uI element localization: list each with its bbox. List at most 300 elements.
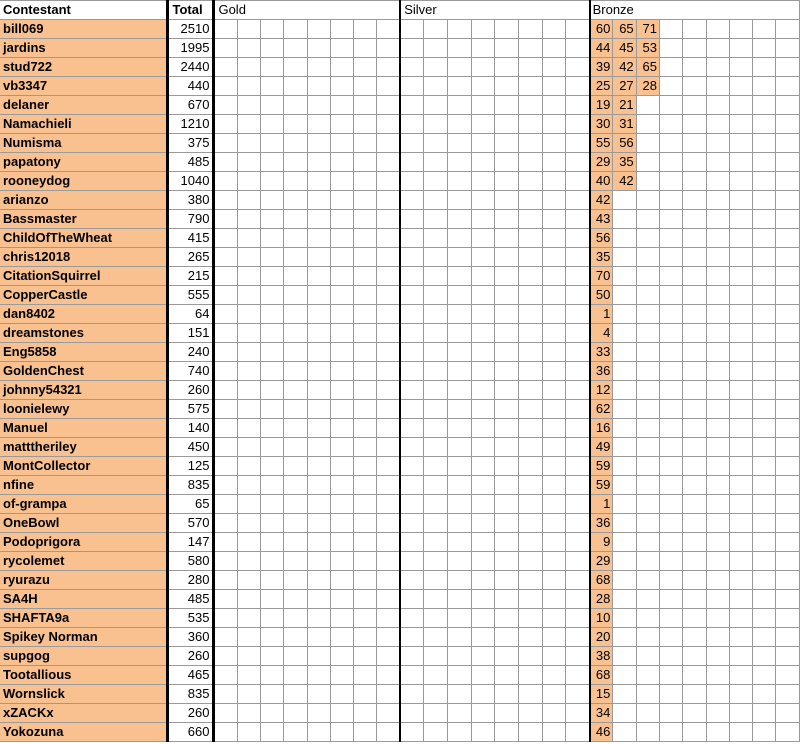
gold-cell[interactable]: [214, 533, 237, 552]
contestant-name-cell[interactable]: bill069: [0, 20, 168, 39]
gold-cell[interactable]: [330, 191, 353, 210]
gold-cell[interactable]: [214, 723, 237, 742]
gold-cell[interactable]: [307, 609, 330, 628]
silver-cell[interactable]: [519, 362, 543, 381]
bronze-cell[interactable]: [706, 248, 729, 267]
bronze-cell[interactable]: 42: [590, 191, 613, 210]
gold-cell[interactable]: [354, 324, 377, 343]
bronze-cell[interactable]: [729, 362, 752, 381]
gold-cell[interactable]: [214, 647, 237, 666]
bronze-cell[interactable]: [729, 552, 752, 571]
bronze-cell[interactable]: [776, 609, 800, 628]
gold-cell[interactable]: [354, 666, 377, 685]
gold-cell[interactable]: [237, 58, 260, 77]
gold-cell[interactable]: [237, 571, 260, 590]
bronze-cell[interactable]: 46: [590, 723, 613, 742]
silver-cell[interactable]: [566, 438, 590, 457]
bronze-cell[interactable]: [776, 514, 800, 533]
gold-cell[interactable]: [330, 20, 353, 39]
gold-cell[interactable]: [284, 210, 307, 229]
bronze-cell[interactable]: [706, 685, 729, 704]
silver-cell[interactable]: [566, 134, 590, 153]
gold-cell[interactable]: [284, 590, 307, 609]
silver-cell[interactable]: [495, 58, 519, 77]
silver-cell[interactable]: [566, 172, 590, 191]
bronze-cell[interactable]: [753, 96, 776, 115]
silver-cell[interactable]: [542, 305, 566, 324]
silver-cell[interactable]: [471, 96, 495, 115]
bronze-cell[interactable]: 71: [636, 20, 659, 39]
bronze-cell[interactable]: [753, 609, 776, 628]
bronze-cell[interactable]: 27: [613, 77, 636, 96]
silver-cell[interactable]: [542, 438, 566, 457]
gold-cell[interactable]: [377, 58, 400, 77]
bronze-cell[interactable]: [683, 628, 706, 647]
bronze-cell[interactable]: [753, 324, 776, 343]
silver-cell[interactable]: [424, 134, 448, 153]
gold-cell[interactable]: [354, 153, 377, 172]
gold-cell[interactable]: [284, 457, 307, 476]
bronze-cell[interactable]: [659, 419, 682, 438]
bronze-cell[interactable]: [683, 514, 706, 533]
bronze-cell[interactable]: [659, 324, 682, 343]
silver-cell[interactable]: [495, 495, 519, 514]
gold-cell[interactable]: [330, 419, 353, 438]
bronze-cell[interactable]: [729, 153, 752, 172]
silver-cell[interactable]: [424, 39, 448, 58]
bronze-cell[interactable]: [659, 552, 682, 571]
bronze-cell[interactable]: [729, 438, 752, 457]
silver-cell[interactable]: [400, 115, 424, 134]
gold-cell[interactable]: [330, 457, 353, 476]
gold-cell[interactable]: [330, 362, 353, 381]
silver-cell[interactable]: [495, 115, 519, 134]
silver-cell[interactable]: [542, 419, 566, 438]
gold-cell[interactable]: [261, 723, 284, 742]
bronze-cell[interactable]: [776, 39, 800, 58]
gold-cell[interactable]: [307, 58, 330, 77]
bronze-cell[interactable]: [659, 286, 682, 305]
gold-cell[interactable]: [284, 685, 307, 704]
bronze-cell[interactable]: [729, 571, 752, 590]
bronze-cell[interactable]: [636, 590, 659, 609]
silver-cell[interactable]: [495, 704, 519, 723]
silver-cell[interactable]: [495, 685, 519, 704]
silver-cell[interactable]: [542, 267, 566, 286]
bronze-cell[interactable]: [729, 685, 752, 704]
bronze-cell[interactable]: [659, 343, 682, 362]
bronze-cell[interactable]: 50: [590, 286, 613, 305]
gold-cell[interactable]: [377, 533, 400, 552]
silver-cell[interactable]: [495, 419, 519, 438]
silver-cell[interactable]: [566, 628, 590, 647]
total-cell[interactable]: 575: [168, 400, 214, 419]
gold-cell[interactable]: [284, 628, 307, 647]
bronze-cell[interactable]: [636, 457, 659, 476]
bronze-cell[interactable]: [659, 20, 682, 39]
bronze-cell[interactable]: [613, 381, 636, 400]
bronze-cell[interactable]: [729, 400, 752, 419]
silver-cell[interactable]: [566, 400, 590, 419]
bronze-cell[interactable]: [729, 305, 752, 324]
bronze-cell[interactable]: [753, 39, 776, 58]
bronze-cell[interactable]: [776, 191, 800, 210]
gold-cell[interactable]: [284, 248, 307, 267]
gold-cell[interactable]: [377, 571, 400, 590]
gold-cell[interactable]: [237, 20, 260, 39]
gold-cell[interactable]: [261, 362, 284, 381]
silver-cell[interactable]: [424, 229, 448, 248]
silver-cell[interactable]: [424, 191, 448, 210]
silver-cell[interactable]: [400, 533, 424, 552]
bronze-cell[interactable]: [659, 77, 682, 96]
gold-cell[interactable]: [237, 267, 260, 286]
gold-cell[interactable]: [307, 666, 330, 685]
silver-cell[interactable]: [424, 533, 448, 552]
contestant-name-cell[interactable]: CitationSquirrel: [0, 267, 168, 286]
gold-cell[interactable]: [284, 305, 307, 324]
gold-cell[interactable]: [284, 476, 307, 495]
gold-cell[interactable]: [261, 191, 284, 210]
silver-cell[interactable]: [519, 39, 543, 58]
gold-cell[interactable]: [330, 210, 353, 229]
gold-cell[interactable]: [237, 172, 260, 191]
silver-cell[interactable]: [448, 20, 472, 39]
silver-cell[interactable]: [448, 39, 472, 58]
bronze-cell[interactable]: [659, 647, 682, 666]
silver-cell[interactable]: [542, 685, 566, 704]
gold-cell[interactable]: [261, 172, 284, 191]
bronze-cell[interactable]: [729, 58, 752, 77]
contestant-name-cell[interactable]: OneBowl: [0, 514, 168, 533]
gold-cell[interactable]: [261, 628, 284, 647]
silver-cell[interactable]: [448, 324, 472, 343]
silver-cell[interactable]: [566, 286, 590, 305]
silver-cell[interactable]: [519, 381, 543, 400]
bronze-cell[interactable]: 42: [613, 172, 636, 191]
silver-cell[interactable]: [542, 115, 566, 134]
silver-cell[interactable]: [448, 134, 472, 153]
silver-cell[interactable]: [519, 419, 543, 438]
silver-cell[interactable]: [424, 419, 448, 438]
silver-cell[interactable]: [424, 590, 448, 609]
gold-cell[interactable]: [261, 115, 284, 134]
bronze-cell[interactable]: [729, 286, 752, 305]
bronze-cell[interactable]: [706, 419, 729, 438]
bronze-cell[interactable]: [636, 267, 659, 286]
silver-cell[interactable]: [400, 248, 424, 267]
silver-cell[interactable]: [448, 666, 472, 685]
gold-cell[interactable]: [214, 191, 237, 210]
gold-cell[interactable]: [237, 248, 260, 267]
bronze-cell[interactable]: [683, 267, 706, 286]
gold-cell[interactable]: [330, 400, 353, 419]
gold-cell[interactable]: [214, 590, 237, 609]
total-cell[interactable]: 465: [168, 666, 214, 685]
gold-cell[interactable]: [307, 647, 330, 666]
silver-cell[interactable]: [495, 305, 519, 324]
silver-cell[interactable]: [566, 533, 590, 552]
gold-cell[interactable]: [377, 723, 400, 742]
bronze-cell[interactable]: [613, 438, 636, 457]
gold-cell[interactable]: [237, 305, 260, 324]
contestant-name-cell[interactable]: SA4H: [0, 590, 168, 609]
bronze-cell[interactable]: [659, 533, 682, 552]
total-cell[interactable]: 147: [168, 533, 214, 552]
bronze-cell[interactable]: [729, 647, 752, 666]
silver-cell[interactable]: [400, 476, 424, 495]
gold-cell[interactable]: [330, 286, 353, 305]
gold-cell[interactable]: [354, 400, 377, 419]
bronze-cell[interactable]: [613, 286, 636, 305]
silver-cell[interactable]: [400, 20, 424, 39]
bronze-cell[interactable]: [776, 457, 800, 476]
gold-cell[interactable]: [214, 77, 237, 96]
bronze-cell[interactable]: [706, 514, 729, 533]
bronze-cell[interactable]: [636, 324, 659, 343]
contestant-name-cell[interactable]: dan8402: [0, 305, 168, 324]
silver-cell[interactable]: [519, 628, 543, 647]
silver-cell[interactable]: [566, 20, 590, 39]
silver-cell[interactable]: [542, 362, 566, 381]
bronze-cell[interactable]: [753, 571, 776, 590]
bronze-cell[interactable]: [706, 571, 729, 590]
silver-cell[interactable]: [495, 457, 519, 476]
bronze-cell[interactable]: [613, 476, 636, 495]
gold-cell[interactable]: [330, 381, 353, 400]
gold-cell[interactable]: [214, 685, 237, 704]
gold-cell[interactable]: [377, 400, 400, 419]
silver-cell[interactable]: [519, 96, 543, 115]
gold-cell[interactable]: [307, 381, 330, 400]
bronze-cell[interactable]: [776, 305, 800, 324]
bronze-cell[interactable]: [659, 438, 682, 457]
bronze-cell[interactable]: [613, 685, 636, 704]
bronze-cell[interactable]: [683, 153, 706, 172]
gold-cell[interactable]: [284, 267, 307, 286]
bronze-cell[interactable]: [753, 58, 776, 77]
gold-cell[interactable]: [377, 324, 400, 343]
gold-cell[interactable]: [377, 685, 400, 704]
gold-cell[interactable]: [214, 58, 237, 77]
gold-cell[interactable]: [284, 96, 307, 115]
silver-cell[interactable]: [519, 495, 543, 514]
bronze-cell[interactable]: [613, 400, 636, 419]
gold-cell[interactable]: [237, 609, 260, 628]
silver-cell[interactable]: [495, 476, 519, 495]
silver-cell[interactable]: [542, 628, 566, 647]
contestant-name-cell[interactable]: Manuel: [0, 419, 168, 438]
gold-cell[interactable]: [284, 153, 307, 172]
gold-cell[interactable]: [354, 609, 377, 628]
bronze-cell[interactable]: [776, 381, 800, 400]
bronze-cell[interactable]: [613, 267, 636, 286]
bronze-cell[interactable]: [659, 476, 682, 495]
total-cell[interactable]: 260: [168, 381, 214, 400]
bronze-cell[interactable]: 56: [590, 229, 613, 248]
silver-cell[interactable]: [471, 343, 495, 362]
silver-cell[interactable]: [448, 343, 472, 362]
total-cell[interactable]: 380: [168, 191, 214, 210]
gold-cell[interactable]: [307, 438, 330, 457]
gold-cell[interactable]: [307, 96, 330, 115]
bronze-cell[interactable]: [776, 229, 800, 248]
gold-cell[interactable]: [354, 704, 377, 723]
bronze-cell[interactable]: [636, 191, 659, 210]
gold-cell[interactable]: [284, 514, 307, 533]
silver-cell[interactable]: [448, 248, 472, 267]
silver-cell[interactable]: [471, 286, 495, 305]
bronze-cell[interactable]: [636, 666, 659, 685]
total-cell[interactable]: 1210: [168, 115, 214, 134]
silver-cell[interactable]: [424, 571, 448, 590]
gold-cell[interactable]: [237, 552, 260, 571]
silver-cell[interactable]: [471, 723, 495, 742]
gold-cell[interactable]: [330, 723, 353, 742]
silver-cell[interactable]: [519, 115, 543, 134]
gold-cell[interactable]: [261, 286, 284, 305]
bronze-cell[interactable]: [659, 590, 682, 609]
gold-cell[interactable]: [237, 495, 260, 514]
gold-cell[interactable]: [261, 533, 284, 552]
gold-cell[interactable]: [307, 571, 330, 590]
bronze-cell[interactable]: [613, 362, 636, 381]
gold-cell[interactable]: [284, 39, 307, 58]
total-cell[interactable]: 64: [168, 305, 214, 324]
gold-cell[interactable]: [377, 495, 400, 514]
silver-cell[interactable]: [400, 134, 424, 153]
silver-cell[interactable]: [471, 628, 495, 647]
gold-cell[interactable]: [354, 628, 377, 647]
silver-cell[interactable]: [448, 58, 472, 77]
bronze-cell[interactable]: [753, 381, 776, 400]
bronze-cell[interactable]: [636, 96, 659, 115]
silver-cell[interactable]: [542, 172, 566, 191]
silver-cell[interactable]: [566, 514, 590, 533]
gold-cell[interactable]: [377, 134, 400, 153]
contestant-name-cell[interactable]: rooneydog: [0, 172, 168, 191]
contestant-name-cell[interactable]: ryurazu: [0, 571, 168, 590]
bronze-cell[interactable]: [636, 723, 659, 742]
silver-cell[interactable]: [566, 666, 590, 685]
silver-cell[interactable]: [448, 115, 472, 134]
silver-cell[interactable]: [400, 343, 424, 362]
silver-cell[interactable]: [542, 495, 566, 514]
silver-cell[interactable]: [448, 96, 472, 115]
silver-cell[interactable]: [566, 324, 590, 343]
gold-cell[interactable]: [237, 400, 260, 419]
gold-cell[interactable]: [330, 96, 353, 115]
gold-cell[interactable]: [330, 438, 353, 457]
gold-cell[interactable]: [330, 552, 353, 571]
silver-cell[interactable]: [471, 666, 495, 685]
bronze-cell[interactable]: [706, 381, 729, 400]
silver-cell[interactable]: [566, 58, 590, 77]
bronze-cell[interactable]: 44: [590, 39, 613, 58]
silver-cell[interactable]: [471, 324, 495, 343]
gold-cell[interactable]: [330, 172, 353, 191]
silver-cell[interactable]: [542, 343, 566, 362]
bronze-cell[interactable]: [776, 438, 800, 457]
silver-cell[interactable]: [471, 305, 495, 324]
silver-cell[interactable]: [519, 210, 543, 229]
silver-cell[interactable]: [400, 590, 424, 609]
silver-cell[interactable]: [542, 704, 566, 723]
total-cell[interactable]: 280: [168, 571, 214, 590]
bronze-cell[interactable]: [776, 571, 800, 590]
contestant-name-cell[interactable]: loonielewy: [0, 400, 168, 419]
bronze-cell[interactable]: [659, 191, 682, 210]
gold-cell[interactable]: [214, 381, 237, 400]
bronze-cell[interactable]: [659, 685, 682, 704]
silver-cell[interactable]: [471, 39, 495, 58]
bronze-cell[interactable]: [706, 134, 729, 153]
contestant-name-cell[interactable]: Bassmaster: [0, 210, 168, 229]
gold-cell[interactable]: [284, 77, 307, 96]
gold-cell[interactable]: [284, 20, 307, 39]
gold-cell[interactable]: [354, 362, 377, 381]
gold-cell[interactable]: [214, 552, 237, 571]
silver-cell[interactable]: [471, 400, 495, 419]
bronze-cell[interactable]: [753, 362, 776, 381]
total-cell[interactable]: 580: [168, 552, 214, 571]
gold-cell[interactable]: [237, 77, 260, 96]
bronze-cell[interactable]: 20: [590, 628, 613, 647]
silver-cell[interactable]: [471, 153, 495, 172]
bronze-cell[interactable]: [683, 172, 706, 191]
bronze-cell[interactable]: [659, 172, 682, 191]
bronze-cell[interactable]: [636, 172, 659, 191]
gold-cell[interactable]: [214, 210, 237, 229]
silver-cell[interactable]: [424, 172, 448, 191]
silver-cell[interactable]: [566, 476, 590, 495]
gold-cell[interactable]: [214, 115, 237, 134]
silver-cell[interactable]: [519, 457, 543, 476]
silver-cell[interactable]: [519, 286, 543, 305]
bronze-cell[interactable]: 30: [590, 115, 613, 134]
gold-cell[interactable]: [261, 77, 284, 96]
bronze-cell[interactable]: [659, 362, 682, 381]
bronze-cell[interactable]: [706, 115, 729, 134]
gold-cell[interactable]: [377, 628, 400, 647]
silver-cell[interactable]: [566, 381, 590, 400]
gold-cell[interactable]: [377, 419, 400, 438]
gold-cell[interactable]: [237, 210, 260, 229]
gold-cell[interactable]: [261, 552, 284, 571]
bronze-cell[interactable]: [776, 286, 800, 305]
silver-cell[interactable]: [471, 514, 495, 533]
header-silver[interactable]: Silver: [400, 1, 589, 20]
gold-cell[interactable]: [330, 609, 353, 628]
gold-cell[interactable]: [237, 324, 260, 343]
contestant-name-cell[interactable]: ChildOfTheWheat: [0, 229, 168, 248]
silver-cell[interactable]: [566, 267, 590, 286]
gold-cell[interactable]: [354, 115, 377, 134]
header-contestant[interactable]: Contestant: [0, 1, 168, 20]
bronze-cell[interactable]: [729, 267, 752, 286]
silver-cell[interactable]: [495, 571, 519, 590]
silver-cell[interactable]: [495, 381, 519, 400]
bronze-cell[interactable]: [683, 419, 706, 438]
silver-cell[interactable]: [471, 267, 495, 286]
gold-cell[interactable]: [354, 647, 377, 666]
gold-cell[interactable]: [377, 609, 400, 628]
silver-cell[interactable]: [519, 248, 543, 267]
gold-cell[interactable]: [261, 305, 284, 324]
silver-cell[interactable]: [448, 286, 472, 305]
bronze-cell[interactable]: [659, 229, 682, 248]
silver-cell[interactable]: [448, 191, 472, 210]
